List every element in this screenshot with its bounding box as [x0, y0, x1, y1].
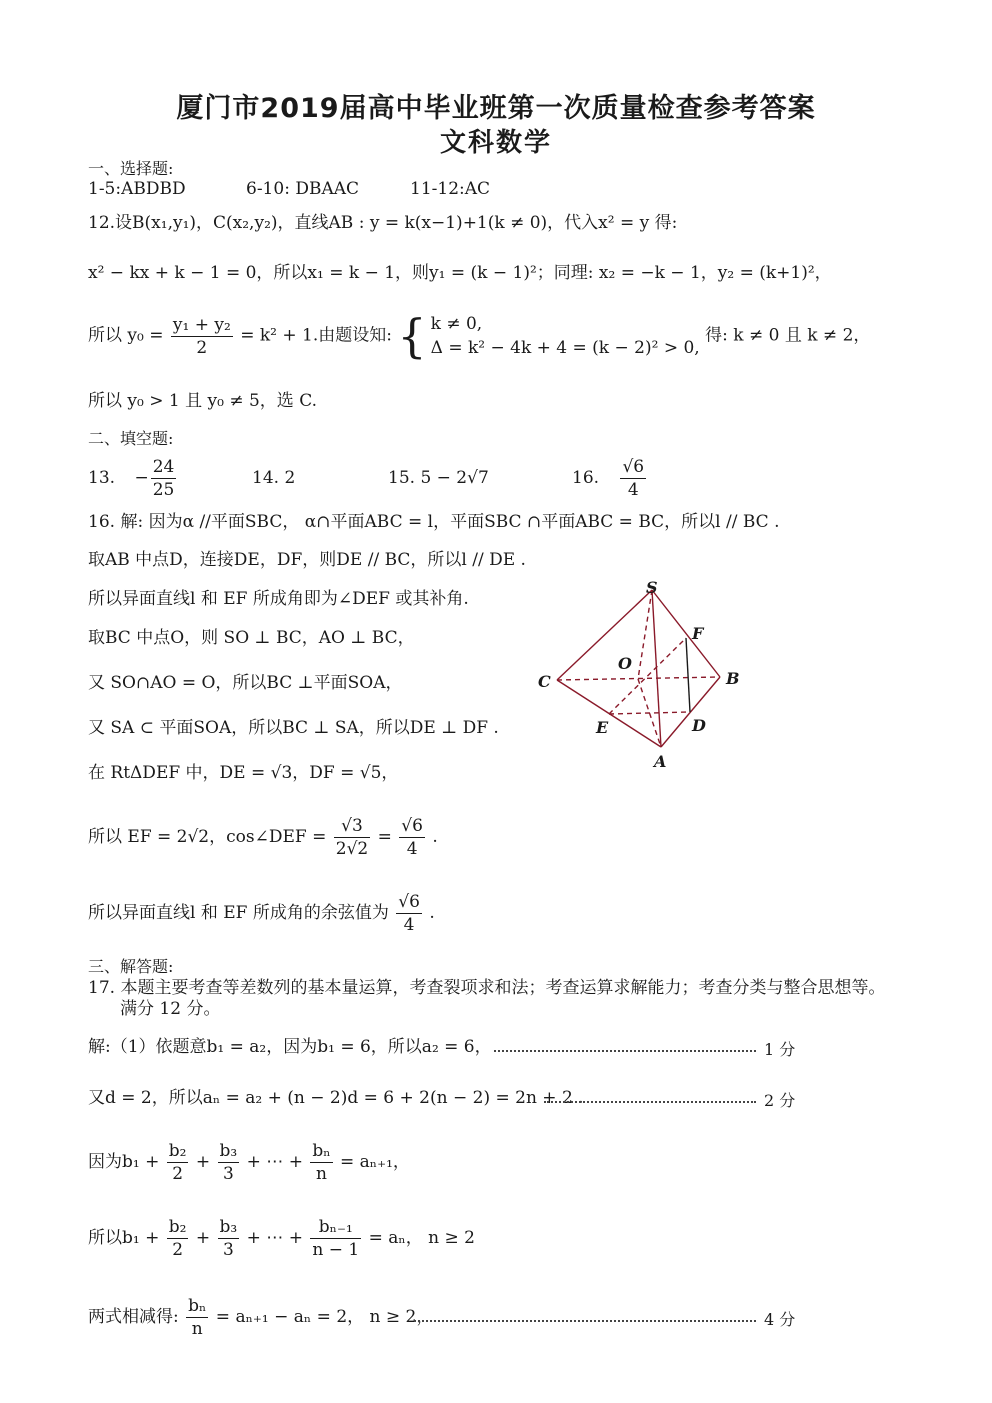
choice-answers-2: 6-10: DBAAC: [246, 179, 360, 199]
q17-step4: [88, 1216, 475, 1261]
q17-step5-pre: 两式相减得:: [88, 1307, 179, 1327]
q16-frac2-den: 4: [406, 839, 418, 859]
q16-frac1: [334, 815, 370, 860]
answer-16-den: 4: [627, 480, 639, 500]
ellipsis-term: + ⋯ +: [246, 1228, 303, 1248]
section2-heading: 二、填空题:: [88, 429, 174, 448]
answer-16-label: 16.: [572, 468, 600, 488]
q17-step1: 解:（1）依题意b₁ = a₂，因为b₁ = 6，所以a₂ = 6，: [88, 1037, 492, 1057]
points-2: 2 分: [764, 1091, 796, 1110]
q17-step5: [88, 1295, 433, 1340]
page-subtitle: 文科数学: [439, 128, 552, 158]
q17-step3-post: = aₙ₊₁，: [340, 1152, 410, 1172]
frac-num: bₙ: [188, 1296, 207, 1316]
answer-13-label: 13.: [88, 468, 116, 488]
frac-den: n: [191, 1319, 203, 1339]
brace-icon: {: [397, 309, 427, 363]
q16-line7: 在 RtΔDEF 中，DE = √3，DF = √5，: [88, 763, 399, 783]
points-1: 1 分: [764, 1040, 796, 1059]
q12-sys2: Δ = k² − 4k + 4 = (k − 2)² > 0,: [430, 338, 700, 358]
answer-13-den: 25: [152, 480, 175, 500]
q16-line3: 所以异面直线l 和 EF 所成角即为∠DEF 或其补角.: [88, 589, 469, 609]
edge-sb: [652, 590, 720, 677]
label-d: D: [692, 716, 706, 735]
q17-step3-pre: 因为b₁ +: [88, 1152, 160, 1172]
edge-so: [638, 590, 652, 679]
frac-b3: [218, 1140, 240, 1185]
leader-dots: [414, 1320, 756, 1322]
q12-sys1: k ≠ 0,: [430, 314, 483, 334]
label-f: F: [692, 624, 704, 643]
q17-step4-pre: 所以b₁ +: [88, 1228, 160, 1248]
choice-answers-1: 1-5:ABDBD: [88, 179, 186, 199]
q17-intro-line1: 17. 本题主要考查等差数列的基本量运算，考查裂项求和法；考查运算求解能力；考查分类与整合思想等。: [88, 978, 886, 998]
frac-num: bₙ₋₁: [310, 1216, 361, 1239]
page-title: 厦门市2019届高中毕业班第一次质量检查参考答案: [176, 93, 816, 124]
q17-step3: [88, 1140, 410, 1185]
leader-dots: [494, 1050, 756, 1052]
edge-df: [686, 638, 690, 712]
q16-frac1-num: √3: [334, 815, 370, 838]
answer-13-sign: −: [134, 468, 149, 488]
q16-frac3-den: 4: [403, 915, 415, 935]
q12-frac-num: y₁ + y₂: [172, 314, 231, 335]
section3-heading: 三、解答题:: [88, 957, 174, 976]
q17-step5-post: = aₙ₊₁ − aₙ = 2， n ≥ 2，: [215, 1307, 434, 1327]
q16-frac2-num: √6: [401, 816, 423, 836]
answer-13: [88, 456, 178, 501]
frac-b2: [167, 1216, 189, 1261]
q16-line9: [88, 891, 435, 936]
edge-ef: [609, 638, 686, 714]
plus-sign: +: [195, 1152, 211, 1172]
edge-ba: [661, 677, 720, 747]
q12-line3-pre: 所以 y₀ =: [88, 325, 164, 346]
frac-bn: [310, 1140, 332, 1185]
frac-den: 2: [172, 1240, 184, 1260]
frac-num: bₙ: [312, 1141, 331, 1161]
q16-line6: 又 SA ⊂ 平面SOA，所以BC ⊥ SA，所以DE ⊥ DF .: [88, 718, 499, 738]
frac-num: b₂: [168, 1141, 187, 1161]
q16-frac3-num: √6: [398, 892, 420, 912]
frac-den: n: [315, 1164, 327, 1184]
q16-line9-post: .: [429, 903, 435, 923]
q12-frac-den: 2: [196, 337, 208, 358]
q12-line4: 所以 y₀ > 1 且 y₀ ≠ 5，选 C.: [88, 391, 317, 411]
edge-ed: [609, 712, 690, 714]
q17-intro-line2: 满分 12 分。: [120, 999, 221, 1019]
q16-frac3: [396, 891, 422, 936]
frac-num: b₃: [219, 1217, 238, 1237]
q16-frac2: [399, 815, 425, 860]
frac-den: n − 1: [312, 1240, 360, 1260]
answer-14: 14. 2: [252, 468, 296, 488]
q16-line2: 取AB 中点D，连接DE，DF，则DE // BC，所以l // DE .: [88, 550, 526, 570]
frac-num: b₃: [219, 1141, 238, 1161]
frac-b2: [167, 1140, 189, 1185]
label-o: O: [618, 654, 632, 673]
points-4: 4 分: [764, 1310, 796, 1329]
q17-step2: 又d = 2，所以aₙ = a₂ + (n − 2)d = 6 + 2(n − 2) = 2n + 2 .: [88, 1088, 584, 1108]
choice-answers-3: 11-12:AC: [410, 179, 491, 199]
frac-b3: [218, 1216, 240, 1261]
q16-line4: 取BC 中点O，则 SO ⊥ BC，AO ⊥ BC，: [88, 628, 415, 648]
q16-line8-pre: 所以 EF = 2√2，cos∠DEF =: [88, 827, 327, 847]
label-b: B: [726, 669, 740, 688]
plus-sign: +: [195, 1228, 211, 1248]
q12-line2: x² − kx + k − 1 = 0，所以x₁ = k − 1，则y₁ = (k − 1)²；同理: x₂ = −k − 1，y₂ = (k+1)²，: [88, 263, 832, 283]
frac-num: b₂: [168, 1217, 187, 1237]
section1-heading: 一、选择题:: [88, 159, 174, 178]
answer-13-num: 24: [152, 457, 175, 477]
q12-line3: [88, 309, 871, 363]
q16-line9-pre: 所以异面直线l 和 EF 所成角的余弦值为: [88, 903, 389, 923]
label-e: E: [596, 718, 609, 737]
label-s: S: [646, 578, 658, 597]
q16-line5: 又 SO∩AO = O，所以BC ⊥平面SOA，: [88, 673, 403, 693]
q12-line3-post: 得: k ≠ 0 且 k ≠ 2，: [705, 325, 871, 346]
q12-system: [431, 312, 700, 360]
answer-16-num: √6: [622, 457, 645, 477]
label-c: C: [538, 672, 551, 691]
q16-line1: 16. 解: 因为α //平面SBC， α∩平面ABC = l，平面SBC ∩平面ABC = BC，所以l // BC .: [88, 512, 780, 532]
q12-fraction: [171, 314, 233, 359]
q16-line8-post: .: [432, 827, 438, 847]
tetrahedron-figure: [530, 575, 750, 775]
frac-bn-over-n: [186, 1295, 208, 1340]
answer-16-fraction: [620, 456, 646, 501]
frac-den: 3: [222, 1240, 234, 1260]
q12-line3-mid: = k² + 1.由题设知:: [240, 325, 392, 346]
answer-15: 15. 5 − 2√7: [388, 468, 489, 488]
frac-den: 2: [172, 1164, 184, 1184]
q16-frac1-den: 2√2: [335, 839, 369, 859]
edge-sc: [557, 590, 652, 680]
q12-line1: 12.设B(x₁,y₁)，C(x₂,y₂)，直线AB : y = k(x−1)+1(k ≠ 0)，代入x² = y 得:: [88, 213, 678, 233]
label-a: A: [654, 752, 667, 771]
frac-den: 3: [222, 1164, 234, 1184]
frac-bn-1: [310, 1216, 361, 1261]
answer-16: [572, 456, 648, 501]
leader-dots: [544, 1101, 756, 1103]
ellipsis-term: + ⋯ +: [246, 1152, 303, 1172]
q17-step4-post: = aₙ， n ≥ 2: [368, 1228, 475, 1248]
q16-line8: [88, 815, 438, 860]
answer-13-fraction: [151, 456, 177, 501]
q16-line8-eq: =: [377, 827, 392, 847]
